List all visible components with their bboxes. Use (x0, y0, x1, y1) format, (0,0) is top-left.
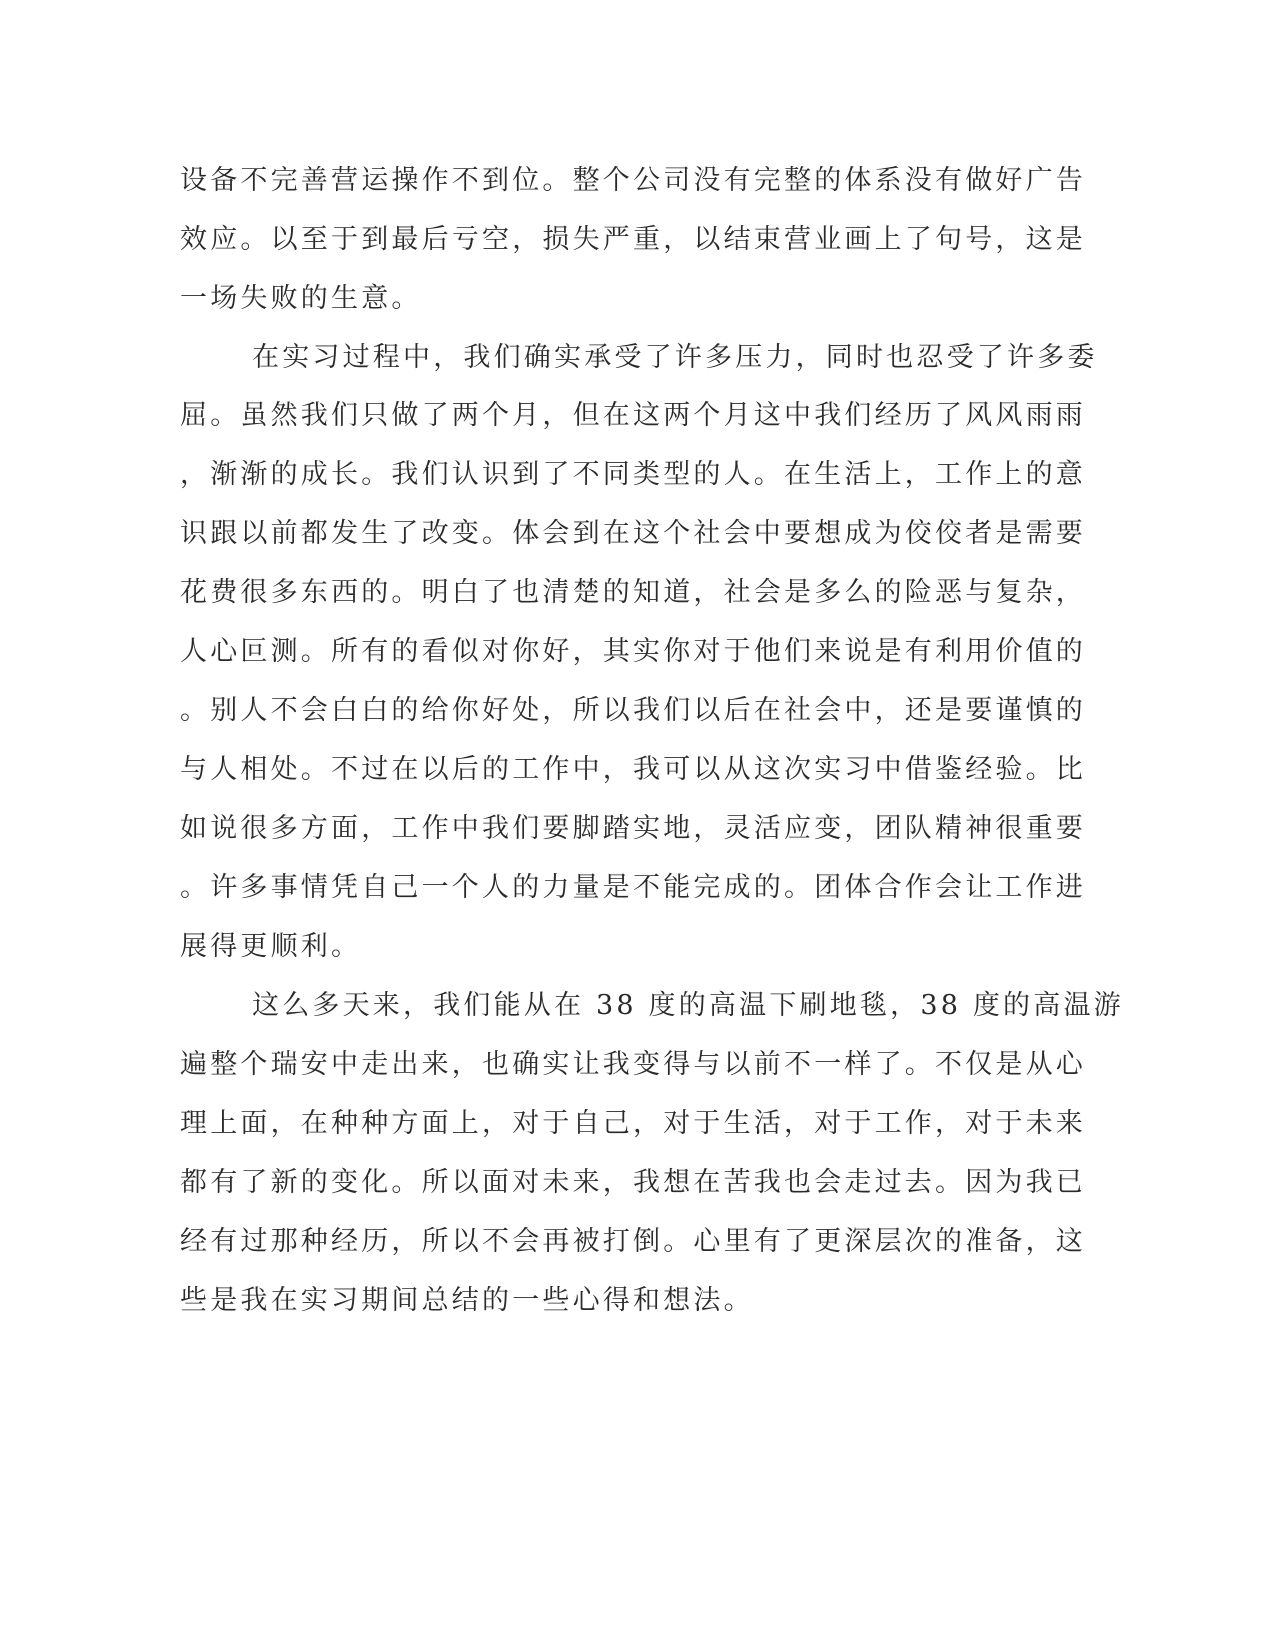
text-line: 如说很多方面，工作中我们要脚踏实地，灵活应变，团队精神很重要 (180, 813, 1086, 844)
text-line: 展得更顺利。 (180, 931, 362, 962)
text-line: 花费很多东西的。明白了也清楚的知道，社会是多么的险恶与复杂， (180, 577, 1086, 608)
text-line: 理上面，在种种方面上，对于自己，对于生活，对于工作，对于未来 (180, 1108, 1086, 1139)
text-line: 一场失败的生意。 (180, 283, 422, 314)
text-line: 。许多事情凭自己一个人的力量是不能完成的。团体合作会让工作进 (180, 872, 1086, 903)
text-line: 遍整个瑞安中走出来，也确实让我变得与以前不一样了。不仅是从心 (180, 1049, 1086, 1080)
text-line: 些是我在实习期间总结的一些心得和想法。 (180, 1285, 754, 1316)
text-line: 都有了新的变化。所以面对未来，我想在苦我也会走过去。因为我已 (180, 1167, 1086, 1198)
text-line: 在实习过程中，我们确实承受了许多压力，同时也忍受了许多委 (252, 342, 1098, 373)
text-line: 。别人不会白白的给你好处，所以我们以后在社会中，还是要谨慎的 (180, 695, 1086, 726)
text-line: 设备不完善营运操作不到位。整个公司没有完整的体系没有做好广告 (180, 165, 1086, 196)
text-line: ，渐渐的成长。我们认识到了不同类型的人。在生活上，工作上的意 (180, 459, 1086, 490)
text-line: 效应。以至于到最后亏空，损失严重，以结束营业画上了句号，这是 (180, 224, 1086, 255)
text-line: 这么多天来，我们能从在 38 度的高温下刷地毯，38 度的高温游 (252, 990, 1124, 1021)
text-line: 识跟以前都发生了改变。体会到在这个社会中要想成为佼佼者是需要 (180, 518, 1086, 549)
text-line: 人心叵测。所有的看似对你好，其实你对于他们来说是有利用价值的 (180, 636, 1086, 667)
text-line: 屈。虽然我们只做了两个月，但在这两个月这中我们经历了风风雨雨 (180, 400, 1086, 431)
text-line: 经有过那种经历，所以不会再被打倒。心里有了更深层次的准备，这 (180, 1226, 1086, 1257)
text-line: 与人相处。不过在以后的工作中，我可以从这次实习中借鉴经验。比 (180, 754, 1086, 785)
